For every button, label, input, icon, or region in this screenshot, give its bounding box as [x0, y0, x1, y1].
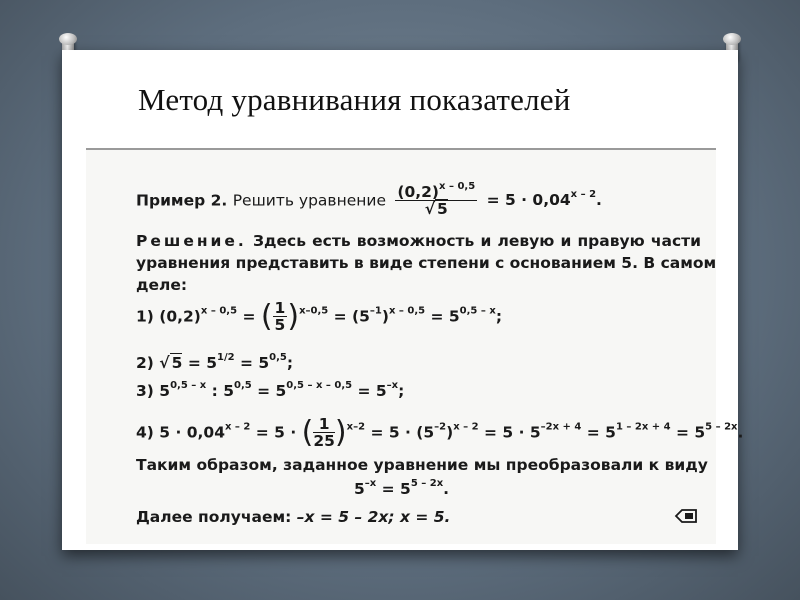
solution-line-2: уравнения представить в виде степени с основанием 5. В самом: [136, 254, 717, 272]
example-line: [136, 181, 602, 219]
thus-line: Таким образом, заданное уравнение мы преобразовали к виду: [136, 456, 708, 474]
step-1: 1) $(0,2)^{x - 0,5}$ = ( $\frac{1}{5}$ )$^{x-0,5} = (5^{-1})^{x - 0,5} = 5^{0,5 - x}$;: [136, 298, 503, 335]
step-4: 4) $5 \cdot 0,04^{x - 2} = 5$ · ( $\frac{1}{25}$ )$^{x-2} = 5 \cdot (5^{-2})^{x - 2} = 5 \cdot 5^{-2x + 4} = 5^{1 - 2x + 4} = 5^{5 - 2x}$.: [136, 414, 744, 451]
solution-line-1: Решение. Здесь есть возможность и левую и правую части: [136, 232, 701, 250]
example-fraction: [395, 181, 477, 219]
step-2: 2) √ $5 = 5^{1/2} = 5^{0,5}$;: [136, 352, 294, 372]
end-of-solution-icon: [674, 508, 698, 524]
example-label: Пример 2.: [136, 191, 228, 210]
solution-word: Решение.: [136, 232, 247, 250]
example-fraction-numerator: $(0,2)^{x - 0,5}$: [397, 181, 476, 201]
example-right-side: = $5 \cdot 0,04^{x - 2}$.: [486, 189, 602, 210]
example-text: Решить уравнение: [232, 191, 386, 210]
step-3: 3) 5$^{0,5 - x}$ : $5^{0,5} = 5^{0,5 - x - 0,5} = 5^{-x}$;: [136, 380, 405, 400]
scanned-text-image: [86, 148, 744, 544]
result-equation: $5^{-x} = 5^{5 - 2x}$.: [354, 478, 450, 498]
example-fraction-denominator: √ 5: [424, 200, 448, 219]
scan-top-divider: [86, 148, 716, 156]
slide-title: Метод уравнивания показателей: [138, 82, 571, 117]
final-line: Далее получаем: –x = 5 – 2x; x = 5.: [136, 508, 451, 526]
solution-line-3: деле:: [136, 276, 188, 294]
